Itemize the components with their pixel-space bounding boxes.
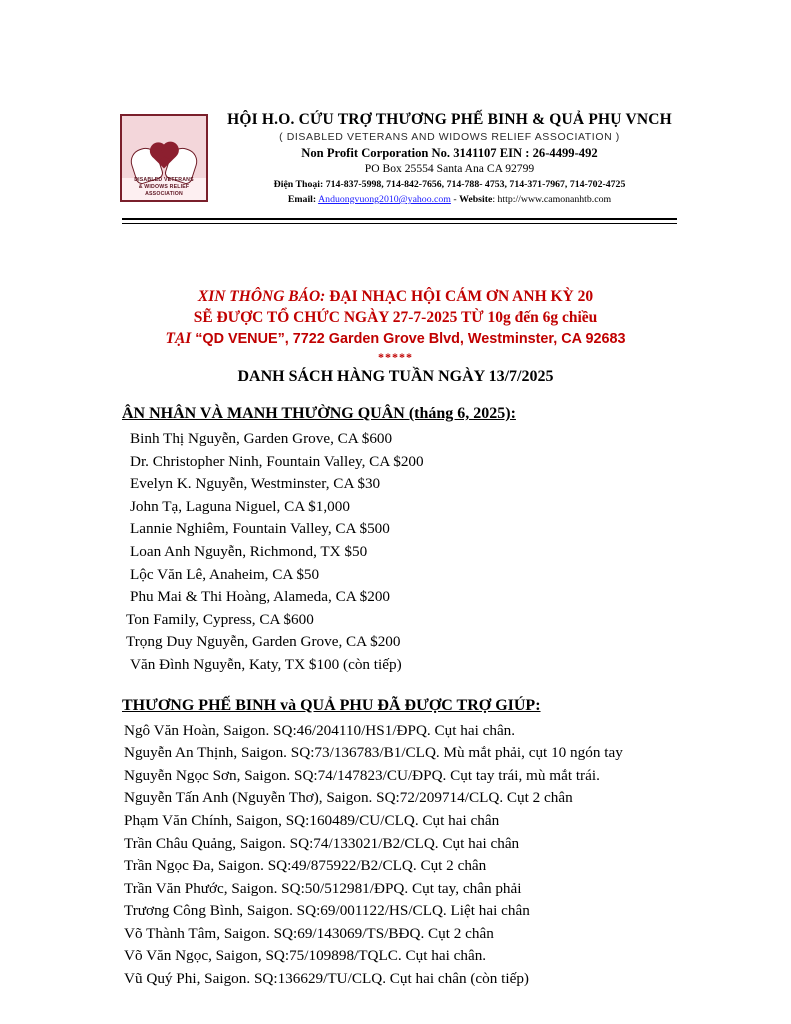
list-item: Nguyễn An Thịnh, Saigon. SQ:73/136783/B1/CLQ. Mù mắt phải, cụt 10 ngón tay: [124, 744, 623, 762]
nonprofit-number: Non Profit Corporation No. 3141107 EIN : 26-4499-492: [301, 146, 598, 160]
list-item: Võ Văn Ngọc, Saigon, SQ:75/109898/TQLC. Cụt hai chân.: [124, 947, 487, 965]
list-item: Trương Công Bình, Saigon. SQ:69/001122/HS/CLQ. Liệt hai chân: [124, 902, 530, 920]
organization-logo: [120, 114, 212, 202]
list-item: Võ Thành Tâm, Saigon. SQ:69/143069/TS/BĐQ. Cụt 2 chân: [124, 924, 494, 942]
announcement-event: ĐẠI NHẠC HỘI CÁM ƠN ANH KỲ 20: [325, 288, 594, 305]
list-item: Phu Mai & Thi Hoàng, Alameda, CA $200: [130, 588, 391, 606]
list-item: Binh Thị Nguyễn, Garden Grove, CA $600: [130, 430, 393, 447]
list-item: Evelyn K. Nguyễn, Westminster, CA $30: [130, 475, 381, 493]
announcement-venue: “QD VENUE”, 7722 Garden Grove Blvd, Westminster, CA 92683: [195, 331, 626, 347]
mailing-address: PO Box 25554 Santa Ana CA 92799: [364, 162, 535, 175]
donors-list: [122, 428, 791, 677]
list-item: Trọng Duy Nguyễn, Garden Grove, CA $200: [126, 633, 401, 651]
weekly-list-title: DANH SÁCH HÀNG TUẦN NGÀY 13/7/2025: [237, 368, 554, 385]
announcement-line-1: [0, 286, 791, 307]
email-label: Email:: [287, 194, 317, 205]
organization-title-english: ( DISABLED VETERANS AND WIDOWS RELIEF ASSOCIATION ): [279, 131, 620, 143]
list-item: John Tạ, Laguna Niguel, CA $1,000: [130, 497, 350, 515]
logo-caption-line1: DISABLED VETERANS: [134, 177, 194, 183]
announcement-prefix: XIN THÔNG BÁO:: [197, 288, 326, 305]
list-item: Ngô Văn Hoàn, Saigon. SQ:46/204110/HS1/ĐPQ. Cụt hai chân.: [124, 721, 516, 739]
organization-title: HỘI H.O. CỨU TRỢ THƯƠNG PHẾ BINH & QUẢ PHỤ VNCH: [227, 111, 672, 128]
phone-label: Điện Thoại:: [273, 179, 324, 190]
announcement-stars: *****: [378, 350, 413, 364]
phone-numbers: 714-837-5998, 714-842-7656, 714-788- 4753, 714-371-7967, 714-702-4725: [325, 179, 626, 190]
website-link[interactable]: : http://www.camonanhtb.com: [492, 194, 612, 205]
list-item: Phạm Văn Chính, Saigon, SQ:160489/CU/CLQ. Cụt hai chân: [124, 811, 500, 829]
list-item: Trần Văn Phước, Saigon. SQ:50/512981/ĐPQ. Cụt tay, chân phải: [124, 879, 522, 897]
list-item: Loan Anh Nguyễn, Richmond, TX $50: [130, 542, 368, 560]
contact-line: [218, 193, 681, 207]
donors-heading: ÂN NHÂN VÀ MANH THƯỜNG QUÂN (tháng 6, 2025):: [122, 405, 516, 422]
list-item: Văn Đình Nguyễn, Katy, TX $100 (còn tiếp): [130, 655, 402, 673]
list-item: Trần Châu Quảng, Saigon. SQ:74/133021/B2/CLQ. Cụt hai chân: [124, 834, 520, 852]
phone-line: [218, 177, 681, 192]
email-link[interactable]: Anduongvuong2010@yahoo.com: [318, 194, 451, 205]
announcement-venue-prefix: TẠI: [165, 330, 192, 347]
logo-caption-line2: & WIDOWS RELIEF ASSOCIATION: [138, 184, 190, 197]
list-item: Lannie Nghiêm, Fountain Valley, CA $500: [130, 520, 390, 538]
contact-separator: -: [450, 194, 460, 205]
announcement-line-3: [0, 328, 791, 350]
recipients-section: [122, 695, 791, 991]
list-item: Nguyễn Ngọc Sơn, Saigon. SQ:74/147823/CU/ĐPQ. Cụt tay trái, mù mắt trái.: [124, 766, 600, 784]
letterhead: [0, 0, 791, 207]
document-body: [0, 403, 791, 991]
header-divider: [122, 218, 677, 224]
announcement-line-2: SẼ ĐƯỢC TỔ CHỨC NGÀY 27-7-2025 TỪ 10g đến 6g chiều: [193, 309, 598, 326]
recipients-heading: THƯƠNG PHẾ BINH và QUẢ PHU ĐÃ ĐƯỢC TRỢ GIÚP:: [122, 696, 541, 714]
list-item: Nguyễn Tấn Anh (Nguyễn Thơ), Saigon. SQ:72/209714/CLQ. Cụt 2 chân: [124, 789, 573, 807]
website-label: Website: [459, 194, 493, 205]
recipients-list: [122, 720, 791, 991]
list-item: Lộc Văn Lê, Anaheim, CA $50: [130, 565, 320, 583]
letterhead-text: [218, 110, 791, 207]
logo-caption: [122, 177, 206, 198]
list-item: Vũ Quý Phi, Saigon. SQ:136629/TU/CLQ. Cụt hai chân (còn tiếp): [124, 970, 529, 988]
logo-emblem: [120, 114, 208, 202]
list-item: Ton Family, Cypress, CA $600: [126, 610, 314, 628]
list-item: Trần Ngọc Đa, Saigon. SQ:49/875922/B2/CLQ. Cụt 2 chân: [124, 857, 487, 875]
donors-section: [122, 403, 791, 677]
announcement-block: [0, 286, 791, 389]
hands-heart-icon: [132, 146, 196, 180]
list-item: Dr. Christopher Ninh, Fountain Valley, CA $200: [130, 452, 424, 470]
